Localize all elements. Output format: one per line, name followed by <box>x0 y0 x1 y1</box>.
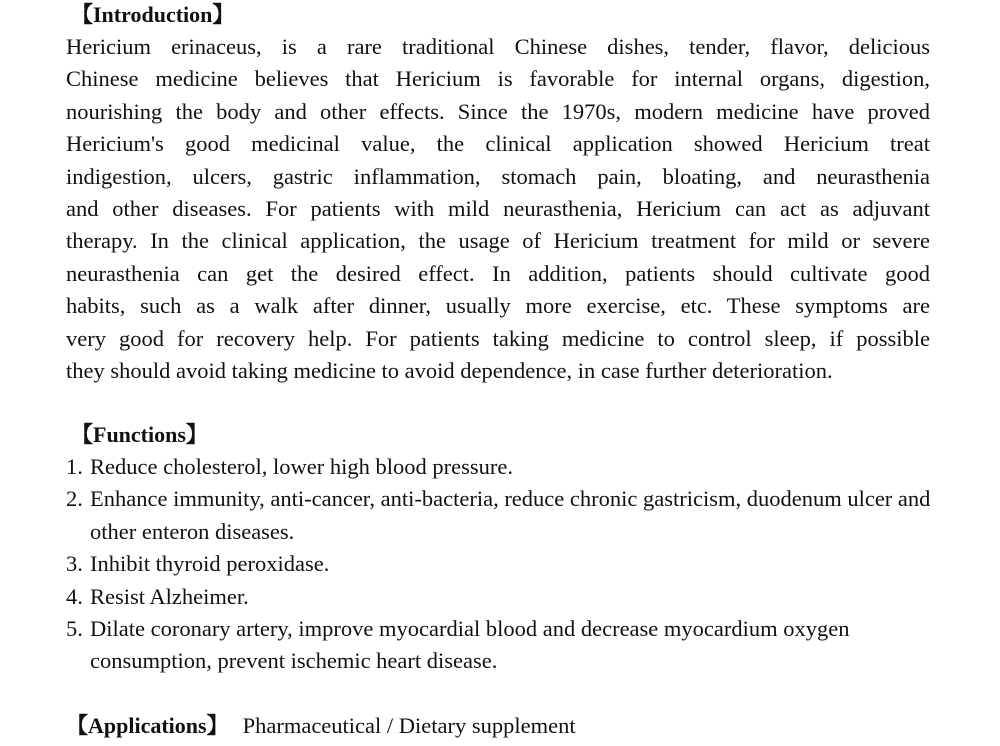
list-item-number: 5. <box>66 616 83 642</box>
introduction-heading: 【Introduction】 <box>71 2 235 27</box>
intro-line: habits, such as a walk after dinner, usually more exercise, etc. These symptoms are <box>66 293 930 319</box>
list-item-text: Dilate coronary artery, improve myocardial blood and decrease myocardium oxygen consumption, prevent ischemic heart disease. <box>90 616 850 674</box>
intro-line: and other diseases. For patients with mild neurasthenia, Hericium can act as adjuvant <box>66 196 930 222</box>
intro-line: Chinese medicine believes that Hericium is favorable for internal organs, digestion, <box>66 66 930 92</box>
list-item-number: 1. <box>66 454 83 479</box>
introduction-paragraph <box>66 31 930 387</box>
applications-value: Pharmaceutical / Dietary supplement <box>242 713 576 738</box>
list-item <box>66 613 936 678</box>
intro-line: Hericium's good medicinal value, the clinical application showed Hericium treat <box>66 131 930 157</box>
list-item-number: 4. <box>66 583 83 609</box>
intro-line: nourishing the body and other effects. Since the 1970s, modern medicine have proved <box>66 98 930 124</box>
intro-line: indigestion, ulcers, gastric inflammation, stomach pain, bloating, and neurasthenia <box>66 163 930 189</box>
intro-line: Hericium erinaceus, is a rare traditional Chinese dishes, tender, flavor, delicious <box>66 34 930 59</box>
functions-list <box>66 451 936 678</box>
list-item-text: Reduce cholesterol, lower high blood pressure. <box>90 454 514 479</box>
list-item <box>66 581 936 613</box>
list-item-number: 2. <box>66 486 83 512</box>
list-item-text: Resist Alzheimer. <box>90 583 249 609</box>
list-item-text: Inhibit thyroid peroxidase. <box>90 551 330 577</box>
list-item <box>66 548 936 580</box>
list-item <box>66 451 936 483</box>
functions-heading: 【Functions】 <box>71 422 208 447</box>
intro-line: they should avoid taking medicine to avoid dependence, in case further deterioration. <box>66 358 833 384</box>
list-item <box>66 483 936 548</box>
applications-row <box>66 711 576 741</box>
applications-heading: 【Applications】 <box>66 713 229 738</box>
intro-line: therapy. In the clinical application, the usage of Hericium treatment for mild or severe <box>66 228 930 254</box>
intro-line: neurasthenia can get the desired effect. In addition, patients should cultivate good <box>66 260 930 286</box>
intro-line: very good for recovery help. For patients taking medicine to control sleep, if possible <box>66 325 930 351</box>
list-item-number: 3. <box>66 551 83 577</box>
list-item-text: Enhance immunity, anti-cancer, anti-bacteria, reduce chronic gastricism, duodenum ulcer and other enteron diseases. <box>90 486 931 544</box>
